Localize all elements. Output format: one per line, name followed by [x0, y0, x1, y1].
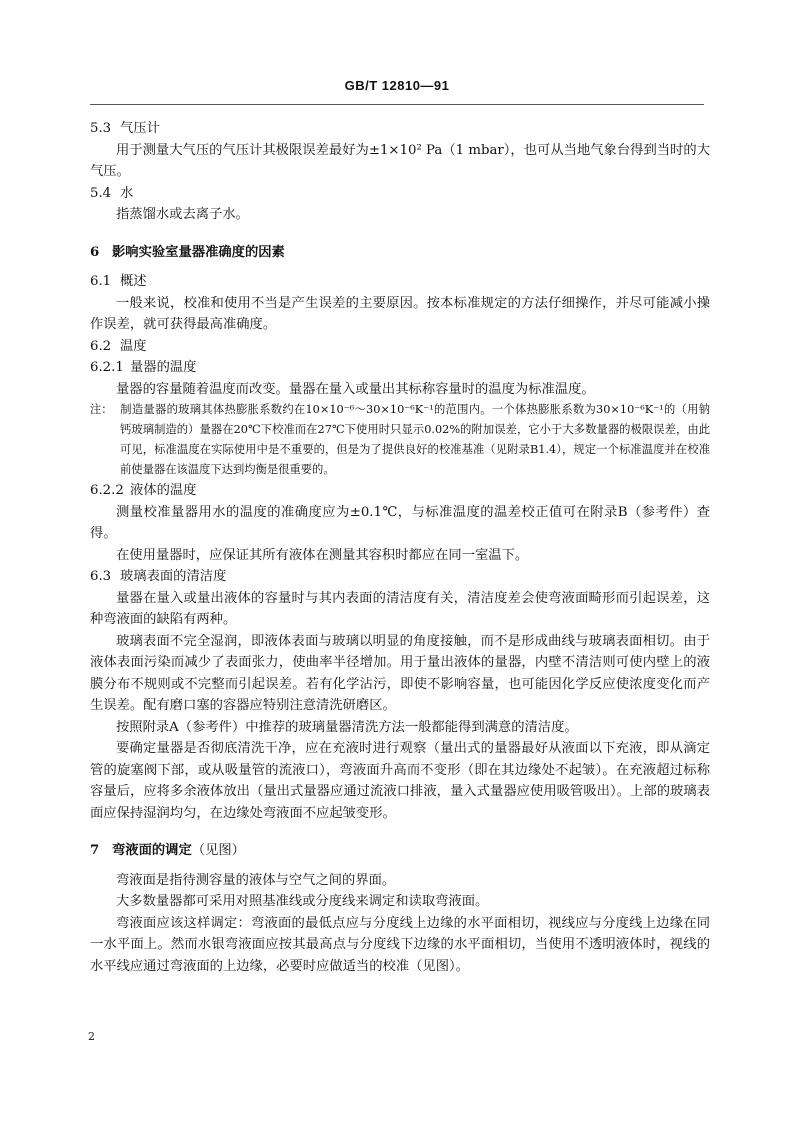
header-rule	[90, 104, 704, 105]
section-title: 液体的温度	[130, 483, 197, 498]
section-number: 6	[90, 244, 100, 260]
note-label: 注：	[90, 403, 113, 416]
section-7-paragraph-2: 大多数量器都可采用对照基准线或分度线来调定和读取弯液面。	[116, 894, 489, 909]
page-number: 2	[88, 1030, 95, 1043]
temperature-note	[90, 400, 710, 480]
section-number: 6.2.2	[90, 483, 124, 498]
section-title: 概述	[120, 274, 147, 289]
section-number: 6.2	[90, 338, 112, 354]
section-6-1-paragraph: 一般来说，校准和使用不当是产生误差的主要原因。按本标准规定的方法仔细操作，并尽可能减小操作误差，就可获得最高准确度。	[90, 295, 710, 332]
section-6-2-1-heading	[90, 357, 710, 379]
section-5-3-paragraph: 用于测量大气压的气压计其极限误差最好为±1×10² Pa（1 mbar），也可从当地气象台得到当时的大气压。	[90, 142, 710, 179]
section-6-3-paragraph-1: 量器在量入或量出液体的容量时与其内表面的清洁度有关，清洁度差会使弯液面畸形而引起误差，这种弯液面的缺陷有两种。	[90, 590, 710, 627]
section-6-3-paragraph-4: 要确定量器是否彻底清洗干净，应在充液时进行观察（量出式的量器最好从液面以下充液，即从滴定管的旋塞阀下部，或从吸量管的流液口），弯液面升高而不变形（即在其边缘处不起皱）。在充液超过标称容量后，应将多余液体放出（量出式量器应通过流液口排液，量入式量器应使用吸管吸出）。上部的玻璃表面应保持湿润均匀，在边缘处弯液面不应起皱变形。	[90, 741, 710, 821]
section-title: 水	[120, 185, 134, 201]
note-text: 制造量器的玻璃其体热膨胀系数约在10×10⁻⁶～30×10⁻⁶K⁻¹的范围内。一个体热膨胀系数为30×10⁻⁶K⁻¹的（用钠钙玻璃制造的）量器在20℃下校准而在27℃下使用时只显示0.02%的附加误差，它小于大多数量器的极限误差，由此可见，标准温度在实际使用中是不重要的，但是为了提供良好的校准基准（见附录B1.4），规定一个标准温度并在校准前使量器在该温度下达到均衡是很重要的。	[120, 403, 710, 476]
section-6-heading	[90, 242, 710, 264]
section-number: 5.4	[90, 185, 112, 201]
section-5-3-heading	[90, 118, 710, 140]
section-6-3-heading	[90, 566, 710, 588]
section-7-paragraph-1: 弯液面是指待测容量的液体与空气之间的界面。	[116, 872, 396, 888]
section-number: 6.1	[90, 274, 112, 289]
section-number: 6.2.1	[90, 360, 124, 375]
section-title: 弯液面的调定	[112, 843, 192, 858]
section-title: 温度	[120, 338, 147, 354]
document-code-header: GB/T 12810—91	[344, 78, 450, 93]
section-6-2-2-paragraph-1: 测量校准量器用水的温度的准确度应为±0.1℃，与标准温度的温差校正值可在附录B（参考件）查得。	[90, 504, 710, 541]
section-5-4-heading	[90, 183, 710, 205]
section-number: 5.3	[90, 121, 112, 136]
section-title: 影响实验室量器准确度的因素	[112, 244, 285, 260]
section-7-heading	[90, 840, 710, 862]
section-title: 气压计	[120, 121, 160, 136]
section-6-2-1-paragraph: 量器的容量随着温度而改变。量器在量入或量出其标称容量时的温度为标准温度。	[116, 381, 595, 397]
section-title: 量器的温度	[130, 360, 197, 375]
section-6-1-heading	[90, 271, 710, 293]
section-6-2-2-paragraph-2: 在使用量器时，应保证其所有液体在测量其容积时都应在同一室温下。	[116, 547, 529, 563]
section-6-3-paragraph-2: 玻璃表面不完全湿润，即液体表面与玻璃以明显的角度接触，而不是形成曲线与玻璃表面相切。由于液体表面污染而减少了表面张力，使曲率半径增加。用于量出液体的量器，内壁不清洁则可使内壁上的液膜分布不规则或不完整而引起误差。若有化学沾污，即使不影响容量，也可能因化学反应使浓度变化而产生误差。配有磨口塞的容器应特别注意清洗研磨区。	[90, 633, 710, 713]
section-5-4-paragraph: 指蒸馏水或去离子水。	[116, 207, 249, 222]
section-title-suffix: （见图）	[191, 843, 245, 858]
section-6-2-2-heading	[90, 480, 710, 502]
section-number: 7	[90, 843, 100, 858]
section-number: 6.3	[90, 569, 112, 584]
section-6-3-paragraph-3: 按照附录A（参考件）中推荐的玻璃量器清洗方法一般都能得到满意的清洁度。	[116, 719, 578, 735]
section-title: 玻璃表面的清洁度	[120, 569, 227, 584]
document-body	[90, 118, 710, 977]
section-7-paragraph-3: 弯液面应该这样调定：弯液面的最低点应与分度线上边缘的水平面相切，视线应与分度线上边缘在同一水平面上。然而水银弯液面应按其最高点与分度线下边缘的水平面相切，当使用不透明液体时，视线的水平线应通过弯液面的上边缘，必要时应做适当的校准（见图）。	[90, 915, 710, 974]
section-6-2-heading	[90, 336, 710, 358]
